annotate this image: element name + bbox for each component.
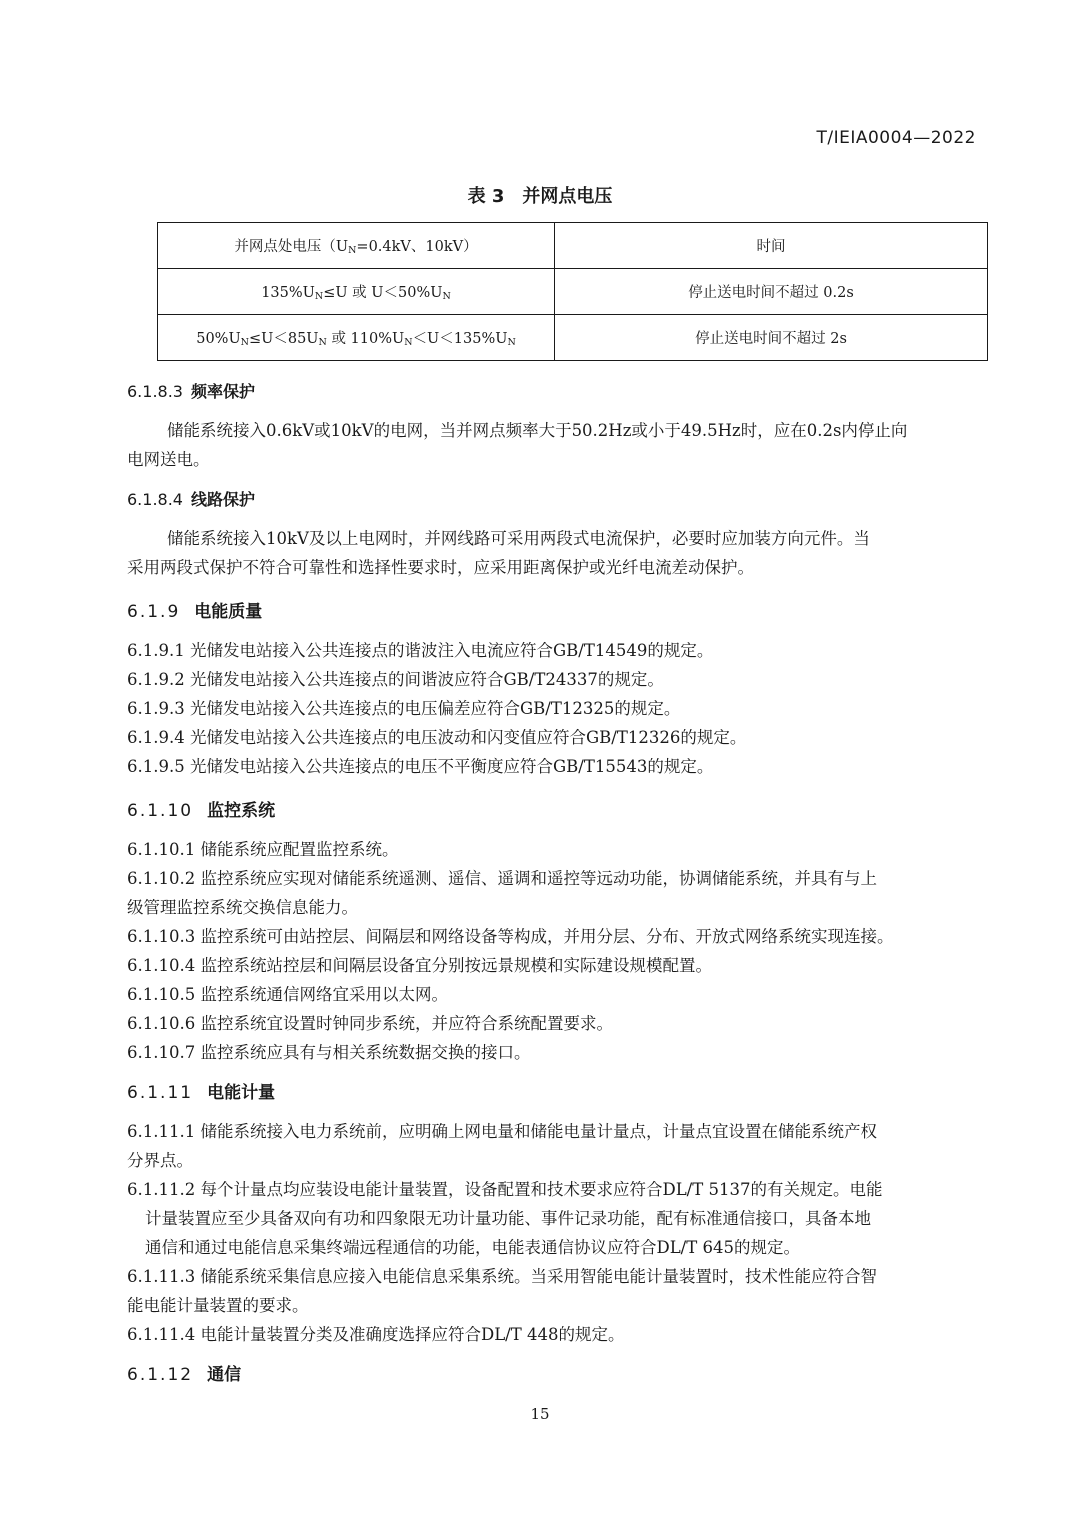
table-row	[158, 269, 988, 315]
list-item: 6.1.9.5 光储发电站接入公共连接点的电压不平衡度应符合GB/T15543的规定。	[127, 757, 714, 776]
paragraph-line-protection: 储能系统接入10kV及以上电网时，并网线路可采用两段式电流保护，必要时应加装方向元件。当 采用两段式保护不符合可靠性和选择性要求时，应采用距离保护或光纤电流差动保护。	[127, 529, 870, 577]
list-item: 6.1.10.7 监控系统应具有与相关系统数据交换的接口。	[127, 1043, 531, 1062]
section-heading-6184: 6.1.8.4 线路保护	[127, 490, 255, 509]
page-number: 15	[530, 1405, 550, 1423]
voltage-range-cell: $135\%U_N\le U$ 或 $U<50\%U_N$	[158, 269, 555, 315]
table-header-row	[158, 223, 988, 269]
list-item: 6.1.11.4 电能计量装置分类及准确度选择应符合DL/T 448的规定。	[127, 1325, 625, 1344]
header-cell-time: 时间	[555, 223, 988, 269]
section-heading-619: 6.1.9 电能质量	[127, 602, 263, 622]
document-id: T/IEIA0004—2022	[816, 128, 976, 148]
list-item: 6.1.10.6 监控系统宜设置时钟同步系统，并应符合系统配置要求。	[127, 1014, 613, 1033]
section-heading-6183: 6.1.8.3 频率保护	[127, 382, 255, 401]
list-monitoring-system: 6.1.10.1 储能系统应配置监控系统。 6.1.10.2 监控系统应实现对储能系统遥测、遥信、遥调和遥控等远动功能，协调储能系统，并具有与上 级管理监控系统交换信息能力。 6.1.10.3 监控系统可由站控层、间隔层和网络设备等构成，并用分层、分布、开放式网络系统实现连接。 6.1.10.4 监控系统站控层和间隔层设备宜分别按远景规模和实际建设规模配置。 6.1.10.5 监控系统通信网络宜采用以太网。 6.1.10.6 监控系统宜设置时钟同步系统，并应符合系统配置要求。 6.1.10.7 监控系统应具有与相关系统数据交换的接口。	[127, 835, 979, 1067]
list-item: 6.1.9.2 光储发电站接入公共连接点的间谐波应符合GB/T24337的规定。	[127, 670, 664, 689]
list-item: 6.1.9.3 光储发电站接入公共连接点的电压偏差应符合GB/T12325的规定。	[127, 699, 681, 718]
list-item: 6.1.10.3 监控系统可由站控层、间隔层和网络设备等构成，并用分层、分布、开放式网络系统实现连接。	[127, 927, 894, 946]
list-item: 6.1.9.1 光储发电站接入公共连接点的谐波注入电流应符合GB/T14549的规定。	[127, 641, 714, 660]
list-item: 6.1.11.3 储能系统采集信息应接入电能信息采集系统。当采用智能电能计量装置时，技术性能应符合智	[127, 1267, 877, 1286]
list-item: 6.1.10.1 储能系统应配置监控系统。	[127, 840, 399, 859]
time-cell: 停止送电时间不超过 0.2s	[555, 269, 988, 315]
time-cell: 停止送电时间不超过 2s	[555, 315, 988, 361]
list-item: 6.1.9.4 光储发电站接入公共连接点的电压波动和闪变值应符合GB/T12326的规定。	[127, 728, 747, 747]
list-item: 6.1.11.2 每个计量点均应装设电能计量装置，设备配置和技术要求应符合DL/T 5137的有关规定。电能	[127, 1180, 883, 1199]
list-item: 6.1.10.4 监控系统站控层和间隔层设备宜分别按远景规模和实际建设规模配置。	[127, 956, 712, 975]
list-power-quality	[127, 636, 979, 781]
voltage-table	[157, 222, 988, 361]
list-energy-metering: 6.1.11.1 储能系统接入电力系统前，应明确上网电量和储能电量计量点，计量点宜设置在储能系统产权 分界点。 6.1.11.2 每个计量点均应装设电能计量装置，设备配置和技术要求应符合DL/T 5137的有关规定。电能 计量装置应至少具备双向有功和四象限无功计量功能、事件记录功能，配有标准通信接口，具备本地 通信和通过电能信息采集终端远程通信的功能，电能表通信协议应符合DL/T 645的规定。 6.1.11.3 储能系统采集信息应接入电能信息采集系统。当采用智能电能计量装置时，技术性能应符合智 能电能计量装置的要求。 6.1.11.4 电能计量装置分类及准确度选择应符合DL/T 448的规定。	[127, 1117, 979, 1349]
section-heading-6111: 6.1.11 电能计量	[127, 1083, 276, 1103]
table-row	[158, 315, 988, 361]
list-item: 6.1.11.1 储能系统接入电力系统前，应明确上网电量和储能电量计量点，计量点宜设置在储能系统产权	[127, 1122, 877, 1141]
voltage-range-cell: $50\%U_N\le U<85U_N$ 或 $110\%U_N<U<135\%U_N$	[158, 315, 555, 361]
list-item: 6.1.10.5 监控系统通信网络宜采用以太网。	[127, 985, 448, 1004]
section-heading-6110: 6.1.10 监控系统	[127, 801, 276, 821]
section-heading-6112: 6.1.12 通信	[127, 1365, 242, 1385]
header-cell-voltage: 并网点处电压（$U_N=0.4kV$、10kV）	[158, 223, 555, 269]
paragraph-frequency-protection: 储能系统接入0.6kV或10kV的电网，当并网点频率大于50.2Hz或小于49.5Hz时，应在0.2s内停止向 电网送电。	[127, 421, 908, 469]
table-caption: 表 3 并网点电压	[467, 186, 613, 207]
list-item: 6.1.10.2 监控系统应实现对储能系统遥测、遥信、遥调和遥控等远动功能，协调储能系统，并具有与上	[127, 869, 877, 888]
